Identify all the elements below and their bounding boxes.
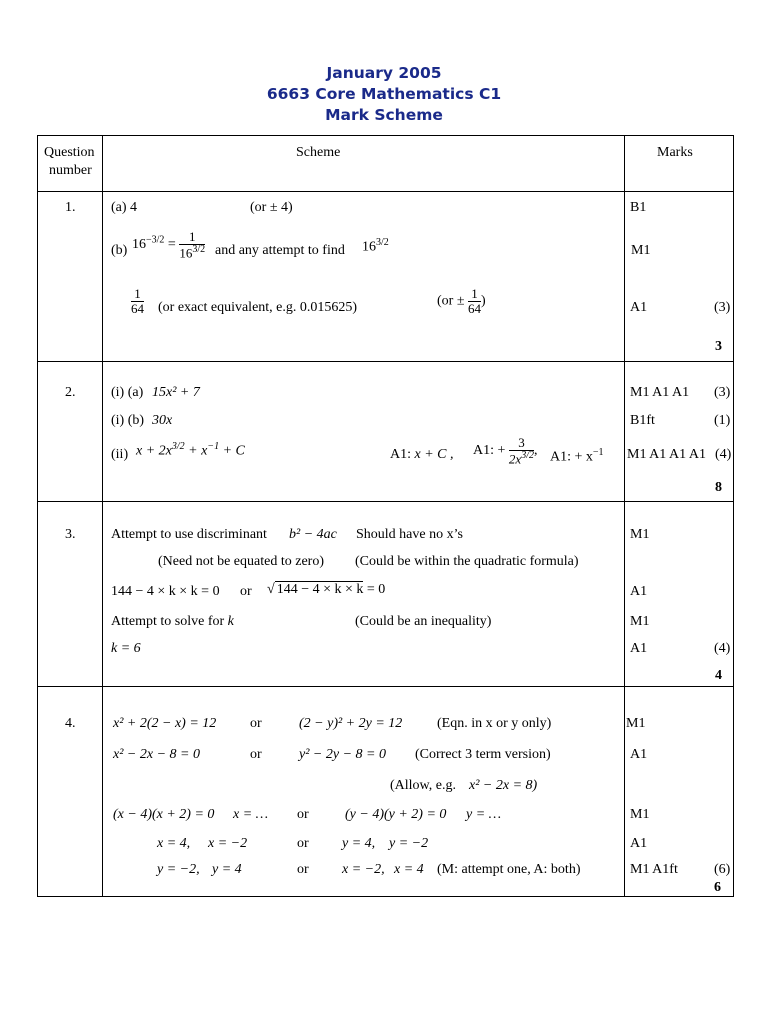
q4-r5-or: or — [297, 836, 309, 851]
q4-r4-x: (x − 4)(x + 2) = 0 — [113, 807, 215, 822]
q4-r6-x2: x = 4 — [394, 862, 424, 877]
q3-line2-note-a: (Need not be equated to zero) — [158, 554, 324, 569]
q4-r1-x: x² + 2(2 − x) = 12 — [113, 716, 217, 731]
q1-part-b-text: and any attempt to find — [215, 243, 345, 258]
q2-ii-a3: A1: + $x^{-1}$ — [550, 447, 604, 465]
q4-r6-note: (M: attempt one, A: both) — [437, 862, 581, 877]
q1-base: 16 — [132, 237, 146, 253]
doc-title-date: January 2005 — [326, 64, 442, 82]
q1-part-b-target: $16^{3/2}$ — [362, 237, 389, 255]
q1-part-a-alt: (or ± 4) — [250, 200, 293, 215]
question-number: 3. — [65, 527, 76, 542]
q3-line3-or: or — [240, 584, 252, 599]
q2-ii-expr: $x + 2x^{3/2} + x^{-1} + C$ — [136, 441, 245, 459]
q4-r4-x-solve: x = … — [233, 807, 269, 822]
q3-mark-3: M1 — [630, 614, 650, 629]
q3-line5: k = 6 — [111, 641, 141, 656]
q3-total: 4 — [715, 668, 722, 683]
row-divider — [38, 191, 733, 192]
q4-r5-y1: y = 4, — [342, 836, 376, 851]
question-number: 2. — [65, 385, 76, 400]
q2-i-b-label: (i) (b) — [111, 413, 145, 428]
q2-i-a-label: (i) (a) — [111, 385, 144, 400]
q4-mark-5: M1 A1ft — [630, 862, 678, 877]
header-marks: Marks — [657, 145, 693, 160]
q1-part-b-label: (b) — [111, 243, 128, 258]
q2-ii-a1: A1: x + C , — [390, 447, 454, 462]
q3-mark-4: A1 — [630, 641, 648, 656]
column-divider — [102, 136, 103, 896]
q2-ii-label: (ii) — [111, 447, 129, 462]
q1-mark-b: M1 — [631, 243, 651, 258]
q4-r3-expr: x² − 2x = 8) — [469, 778, 538, 793]
q4-mark-1: M1 — [626, 716, 646, 731]
q4-r1-note: (Eqn. in x or y only) — [437, 716, 552, 731]
q2-i-a-expr: 15x² + 7 — [152, 385, 200, 400]
doc-title-scheme: Mark Scheme — [325, 106, 443, 124]
doc-title-paper: 6663 Core Mathematics C1 — [266, 85, 502, 103]
q2-subtotal-i-b: (1) — [714, 413, 731, 428]
q3-line3-sqrt: √ 144 − 4 × k × k = 0 — [267, 582, 386, 597]
q4-r6-or: or — [297, 862, 309, 877]
q4-r6-x1: x = −2, — [342, 862, 385, 877]
q1-part-a: (a) 4 — [111, 200, 138, 215]
q4-r4-y-solve: y = … — [466, 807, 502, 822]
q1-total: 3 — [715, 339, 722, 354]
q2-subtotal-ii: (4) — [715, 447, 732, 462]
q4-r6-y1: y = −2, — [157, 862, 200, 877]
q4-r5-x2: x = −2 — [208, 836, 248, 851]
question-number: 4. — [65, 716, 76, 731]
q4-r5-y2: y = −2 — [389, 836, 429, 851]
q2-i-b-expr: 30x — [152, 413, 173, 428]
q4-r4-y: (y − 4)(y + 2) = 0 — [345, 807, 447, 822]
q3-subtotal: (4) — [714, 641, 731, 656]
q2-mark-i-b: B1ft — [630, 413, 655, 428]
q4-r4-or: or — [297, 807, 309, 822]
q4-total: 6 — [714, 880, 721, 895]
q1-mark-a: B1 — [630, 200, 647, 215]
q2-subtotal-i-a: (3) — [714, 385, 731, 400]
q4-mark-3: M1 — [630, 807, 650, 822]
q4-r1-or: or — [250, 716, 262, 731]
q1-answer-alt: (or ± $\frac{1}{64}$ ) — [437, 286, 486, 316]
q2-total: 8 — [715, 480, 722, 495]
q4-r2-note: (Correct 3 term version) — [415, 747, 551, 762]
q1-answer: $\frac{1}{64}$ — [131, 286, 144, 316]
q4-r2-x: x² − 2x − 8 = 0 — [113, 747, 200, 762]
column-divider — [624, 136, 625, 896]
header-scheme: Scheme — [296, 145, 341, 160]
q1-mark-c: A1 — [630, 300, 648, 315]
q3-line4: Attempt to solve for k — [111, 614, 234, 629]
question-number: 1. — [65, 200, 76, 215]
header-question-number: number — [49, 163, 92, 178]
q1-subtotal: (3) — [714, 300, 731, 315]
q3-line1-expr: b² − 4ac — [289, 527, 337, 542]
q4-r5-x1: x = 4, — [157, 836, 191, 851]
q3-line1: Attempt to use discriminant — [111, 527, 267, 542]
q4-r2-or: or — [250, 747, 262, 762]
q3-mark-1: M1 — [630, 527, 650, 542]
q4-r1-y: (2 − y)² + 2y = 12 — [299, 716, 403, 731]
q4-r3-note: (Allow, e.g. — [390, 778, 456, 793]
q3-line2-note-b: (Could be within the quadratic formula) — [355, 554, 579, 569]
q4-mark-2: A1 — [630, 747, 648, 762]
mark-scheme-table — [37, 135, 734, 897]
q3-line1-note: Should have no x’s — [356, 527, 463, 542]
row-divider — [38, 686, 733, 687]
q2-mark-ii: M1 A1 A1 A1 — [627, 447, 706, 462]
q4-r2-y: y² − 2y − 8 = 0 — [299, 747, 386, 762]
q2-ii-a2: A1: + $\frac{3}{2x^{3/2}}$ , — [473, 435, 538, 466]
q3-line3: 144 − 4 × k × k = 0 — [111, 584, 220, 599]
q3-mark-2: A1 — [630, 584, 648, 599]
q4-r6-y2: y = 4 — [212, 862, 242, 877]
q1-part-b-expr: $16^{-3/2}$ = $\frac{1}{16^{3/2}}$ — [132, 229, 206, 260]
q2-mark-i-a: M1 A1 A1 — [630, 385, 690, 400]
q4-mark-4: A1 — [630, 836, 648, 851]
row-divider — [38, 361, 733, 362]
row-divider — [38, 501, 733, 502]
q4-subtotal: (6) — [714, 862, 731, 877]
q1-answer-note: (or exact equivalent, e.g. 0.015625) — [158, 300, 358, 315]
q1-fraction: $\frac{1}{16^{3/2}}$ — [179, 229, 206, 260]
q3-line4-note: (Could be an inequality) — [355, 614, 492, 629]
header-question: Question — [44, 145, 95, 160]
